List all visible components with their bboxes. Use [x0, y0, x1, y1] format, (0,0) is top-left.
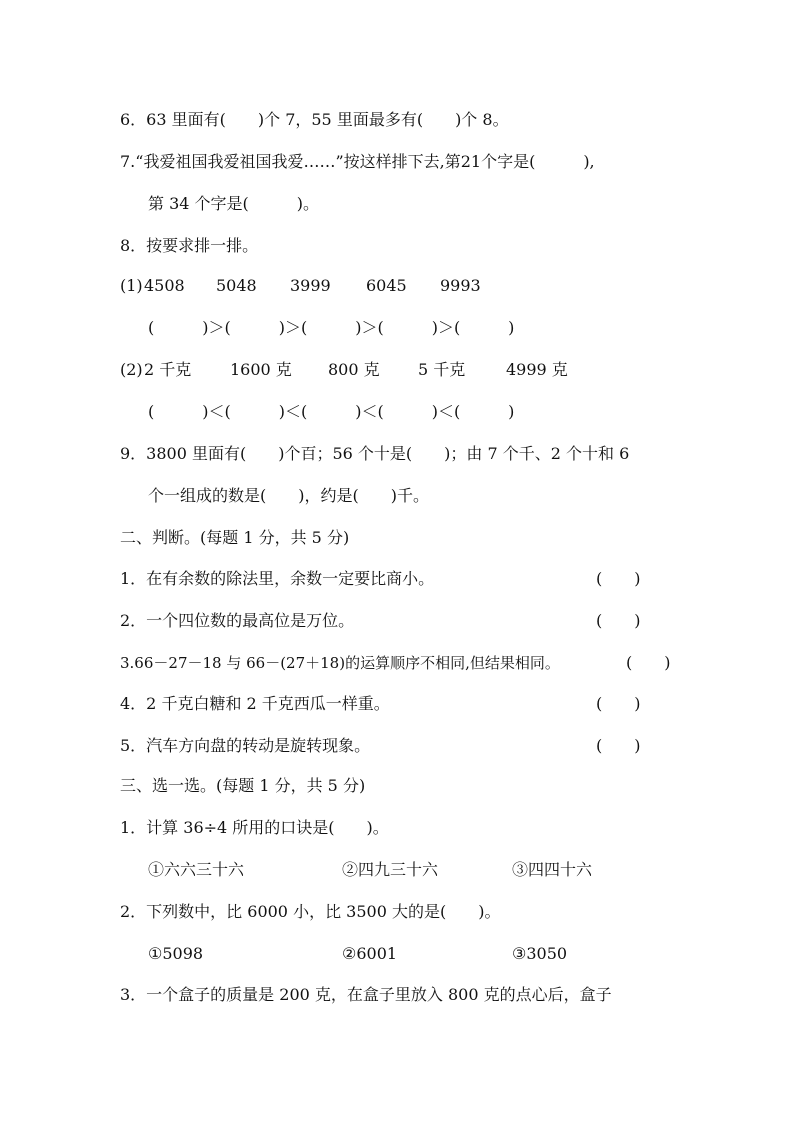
judge-item-1: 1．在有余数的除法里，余数一定要比商小。	[120, 569, 435, 588]
option-1: ①5098	[148, 944, 204, 963]
q8-2-item: 2 千克	[144, 360, 192, 379]
q8-2-item: 800 克	[328, 360, 380, 379]
judge-item-5: 5．汽车方向盘的转动是旋转现象。	[120, 736, 371, 755]
section-2-heading: 二、判断。(每题 1 分，共 5 分)	[120, 528, 350, 547]
judge-item-3: 3.66－27－18 与 66－(27＋18)的运算顺序不相同,但结果相同。	[120, 654, 560, 672]
choice-question-2-options	[148, 944, 668, 964]
choice-question-3: 3．一个盒子的质量是 200 克，在盒子里放入 800 克的点心后，盒子	[120, 985, 612, 1004]
judge-item-3-blank: ( )	[626, 653, 671, 672]
question-9-line-1: 9．3800 里面有( )个百；56 个十是( )；由 7 个千、2 个十和 6	[120, 444, 630, 463]
judge-item-2: 2．一个四位数的最高位是万位。	[120, 611, 355, 630]
judge-item-2-blank: ( )	[596, 611, 641, 630]
q8-1-number: 4508	[144, 276, 185, 295]
q8-2-item: 5 千克	[418, 360, 466, 379]
question-8-1-answer-blanks: ( )＞( )＞( )＞( )＞( )	[148, 318, 515, 337]
section-3-heading: 三、选一选。(每题 1 分，共 5 分)	[120, 776, 366, 795]
question-7-line-2: 第 34 个字是( )。	[148, 194, 320, 213]
option-2: ②6001	[342, 944, 398, 963]
judge-item-1-blank: ( )	[596, 569, 641, 588]
question-9-line-2: 个一组成的数是( )，约是( )千。	[148, 486, 429, 505]
q8-1-number: 6045	[366, 276, 407, 295]
question-8-2-answer-blanks: ( )＜( )＜( )＜( )＜( )	[148, 402, 515, 421]
option-2: ②四九三十六	[342, 860, 439, 879]
question-8-1-numbers	[120, 276, 680, 296]
option-3: ③四四十六	[512, 860, 593, 879]
choice-question-1: 1．计算 36÷4 所用的口诀是( )。	[120, 818, 389, 837]
q8-1-number: 5048	[216, 276, 257, 295]
q8-1-number: 3999	[290, 276, 331, 295]
choice-question-2: 2．下列数中，比 6000 小，比 3500 大的是( )。	[120, 902, 501, 921]
question-8: 8．按要求排一排。	[120, 236, 259, 255]
question-6: 6．63 里面有( )个 7，55 里面最多有( )个 8。	[120, 110, 509, 129]
judge-item-5-blank: ( )	[596, 736, 641, 755]
question-8-2-items	[120, 360, 680, 380]
judge-item-4-blank: ( )	[596, 694, 641, 713]
q8-1-label: (1)	[120, 276, 143, 295]
choice-question-1-options	[148, 860, 668, 880]
q8-2-item: 1600 克	[230, 360, 292, 379]
judge-item-4: 4．2 千克白糖和 2 千克西瓜一样重。	[120, 694, 390, 713]
question-7-line-1: 7.“我爱祖国我爱祖国我爱……”按这样排下去,第21个字是( ),	[120, 152, 595, 171]
q8-2-label: (2)	[120, 360, 143, 379]
option-3: ③3050	[512, 944, 568, 963]
q8-2-item: 4999 克	[506, 360, 568, 379]
option-1: ①六六三十六	[148, 860, 245, 879]
q8-1-number: 9993	[440, 276, 481, 295]
